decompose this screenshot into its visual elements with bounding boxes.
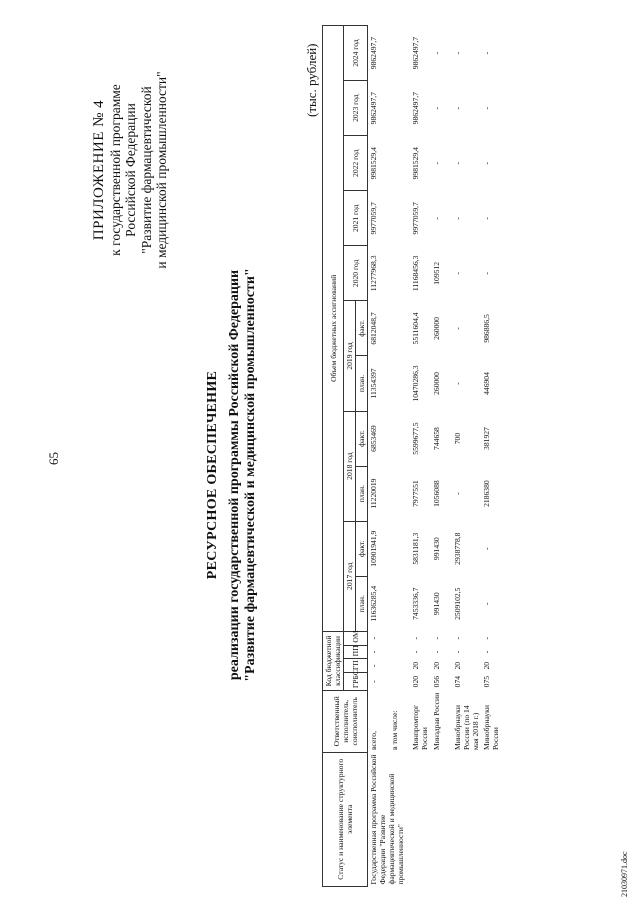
row-value: 7977551 [411, 480, 420, 507]
header-year-2021: 2021 год [344, 191, 368, 246]
row-value: 9981529,4 [369, 147, 378, 180]
row-value: - [482, 272, 491, 275]
row-value: - [482, 51, 491, 55]
header-code-om: ОМ [344, 631, 368, 645]
title-line-2: реализации государственной программы Российской Федерации [227, 269, 242, 681]
row-value: - [482, 217, 491, 220]
page-number: 65 [46, 452, 61, 465]
row-value: 9862497,7 [411, 36, 420, 70]
row-value: 11354397 [369, 368, 378, 399]
header-executor: Ответственный исполнитель, соисполнитель [323, 691, 368, 752]
title-line-1: РЕСУРСНОЕ ОБЕСПЕЧЕНИЕ [205, 370, 220, 580]
row-code: - [369, 680, 378, 683]
row-code: - [453, 650, 462, 654]
row-value: 381927 [482, 427, 491, 450]
header-year-2023: 2023 год [344, 81, 368, 136]
row-code: - [432, 650, 441, 654]
header-fact: факт. [356, 411, 368, 466]
row-value: - [453, 492, 462, 495]
row-value: 1056088 [432, 480, 441, 507]
row-code: 20 [432, 661, 441, 670]
header-code-grbs: ГРБС [344, 673, 368, 691]
row-value: 2938778,8 [453, 532, 462, 565]
appendix-line: и медицинской промышленности" [154, 71, 169, 269]
header-year-2020: 2020 год [344, 246, 368, 301]
row-value: 11636285,4 [369, 585, 378, 622]
header-plan: план. [356, 356, 368, 411]
row-executor: Минобрнауки России [482, 705, 500, 751]
row-code: 020 [411, 675, 420, 688]
row-value: 5831181,3 [411, 532, 420, 565]
header-volume-group: Объем бюджетных ассигнований [323, 26, 344, 632]
title-line-3: "Развитие фармацевтической и медицинской промышленности" [243, 268, 258, 682]
row-value: 9977059,7 [411, 202, 420, 235]
row-code: 074 [453, 675, 462, 688]
row-value: 11220019 [369, 478, 378, 509]
row-value: - [453, 106, 462, 110]
row-value: - [453, 217, 462, 220]
row-value: 2186380 [482, 480, 491, 507]
row-value: 700 [453, 432, 462, 445]
header-year-2022: 2022 год [344, 136, 368, 191]
appendix-heading: ПРИЛОЖЕНИЕ № 4 [91, 99, 107, 241]
row-code: - [482, 650, 491, 654]
appendix-line: "Развитие фармацевтической [138, 86, 154, 254]
row-value: 744658 [432, 427, 441, 450]
header-fact: факт. [356, 521, 368, 576]
row-value: - [453, 272, 462, 275]
appendix-line: Российской Федерации [123, 103, 138, 237]
row-code: - [369, 650, 378, 654]
row-value: 6812048,7 [369, 312, 378, 345]
document-code: 21030971.doc [620, 851, 629, 897]
row-value: - [432, 106, 441, 110]
header-code-gp: ГП [344, 659, 368, 673]
row-code: - [482, 636, 491, 640]
header-status: Статус и наименование структурного элемента [323, 752, 368, 886]
row-status-name: Государственная программа Российской Федерации "Развитие фармацевтической и медицинской промышленности" [369, 754, 405, 885]
row-value: 7453336,7 [411, 587, 420, 620]
row-code: - [411, 636, 420, 640]
header-code-group: Код бюджетной классификации [323, 631, 344, 690]
row-value: 109512 [432, 261, 441, 285]
row-value: - [453, 382, 462, 385]
row-value: 2509102,5 [453, 587, 462, 620]
row-value: 260000 [432, 317, 441, 340]
row-value: - [453, 327, 462, 330]
row-code: 20 [453, 661, 462, 670]
row-value: 446904 [482, 372, 491, 395]
row-value: 6853469 [369, 425, 378, 452]
row-value: 10470286,3 [411, 365, 420, 402]
row-value: - [482, 547, 491, 550]
row-executor: в том числе: [390, 710, 399, 751]
table-row [368, 26, 390, 887]
header-year-2017: 2017 год [344, 521, 356, 631]
row-value: 260000 [432, 372, 441, 395]
row-value: 11277968,3 [369, 255, 378, 292]
row-value: 5599677,5 [411, 422, 420, 455]
row-value: 991430 [432, 592, 441, 616]
row-code: - [432, 636, 441, 640]
row-executor: Минобрнауки России (по 14 мая 2018 г.) [453, 705, 480, 751]
row-code: - [369, 636, 378, 640]
row-executor: Минпромторг России [411, 704, 429, 751]
header-plan: план. [356, 576, 368, 631]
row-value: 5511604,4 [411, 312, 420, 345]
document-title [205, 195, 259, 755]
row-value: 9862497,7 [369, 92, 378, 125]
row-value: 9981529,4 [411, 147, 420, 180]
units-label: (тыс. рублей) [304, 43, 319, 117]
row-value: 11168456,3 [411, 255, 420, 292]
header-plan: план. [356, 466, 368, 521]
row-value: - [453, 161, 462, 165]
row-value: - [482, 106, 491, 110]
row-value: - [482, 602, 491, 605]
row-code: 20 [482, 661, 491, 670]
row-value: - [453, 51, 462, 55]
resource-table [322, 25, 502, 887]
row-code: 20 [411, 661, 420, 670]
row-executor: всего, [369, 731, 378, 751]
row-code: - [453, 636, 462, 640]
row-code: 075 [482, 675, 491, 688]
row-value: - [432, 161, 441, 165]
row-code: - [411, 650, 420, 654]
header-fact: факт. [356, 301, 368, 356]
row-value: 9862497,7 [369, 36, 378, 70]
appendix-line: к государственной программе [107, 84, 123, 256]
header-year-2019: 2019 год [344, 301, 356, 411]
row-value: 986886,5 [482, 314, 491, 343]
row-code: - [369, 664, 378, 667]
header-year-2024: 2024 год [344, 26, 368, 81]
row-executor: Минздрав России [432, 692, 441, 751]
row-value: 9977059,7 [369, 202, 378, 235]
row-value: 9862497,7 [411, 92, 420, 125]
header-year-2018: 2018 год [344, 411, 356, 521]
appendix-block [92, 20, 170, 320]
row-value: - [482, 161, 491, 165]
row-value: - [432, 217, 441, 220]
row-code: 056 [432, 675, 441, 688]
row-value: 991430 [432, 537, 441, 561]
row-value: - [432, 51, 441, 55]
row-value: 10901941,9 [369, 530, 378, 567]
header-code-pp: ПП [344, 645, 368, 659]
